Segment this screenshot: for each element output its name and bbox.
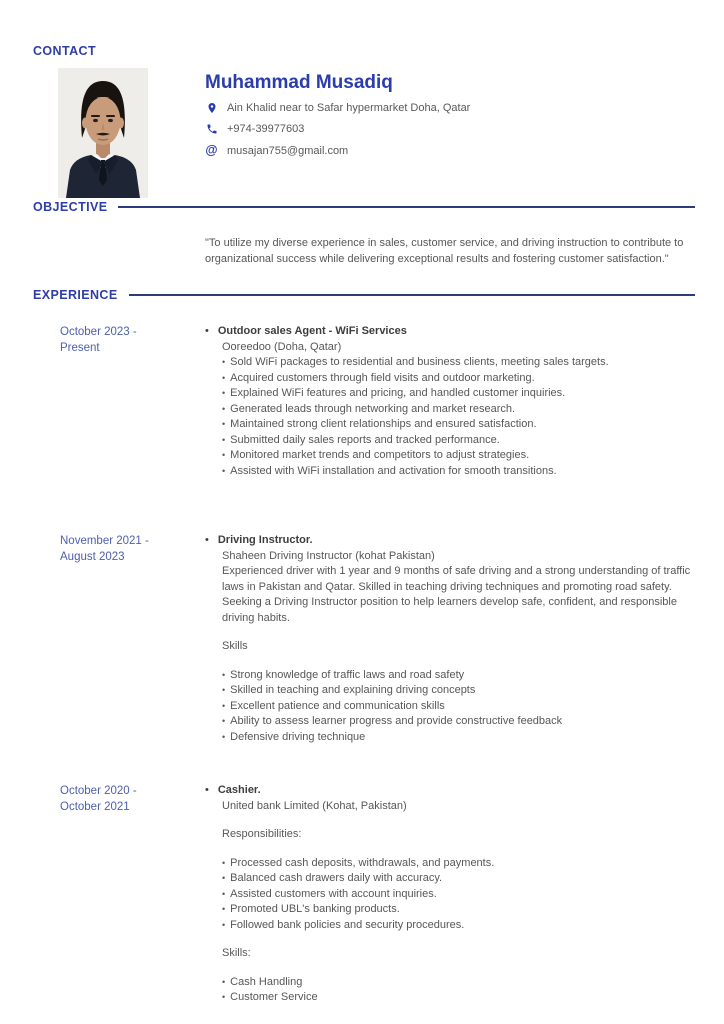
bullet-text: Cash Handling xyxy=(230,975,303,988)
entry-title: Driving Instructor. xyxy=(217,534,313,546)
bullet-dot-icon: • xyxy=(205,325,209,337)
entry-body xyxy=(222,549,695,746)
bullet-dot-icon: • xyxy=(222,419,226,429)
bullet-dot-icon: • xyxy=(222,888,226,899)
bullet-dot-icon: • xyxy=(222,450,226,460)
bullet-text: Submitted daily sales reports and tracked performance. xyxy=(230,433,500,446)
section-divider-line xyxy=(118,206,695,208)
entry-date-line: Present xyxy=(60,342,100,354)
bullet-item xyxy=(222,417,695,433)
bullet-text: Strong knowledge of traffic laws and road safety xyxy=(230,668,465,681)
bullet-dot-icon: • xyxy=(222,669,226,680)
entry-body xyxy=(222,799,695,1006)
entry-subtitle: Shaheen Driving Instructor (kohat Pakistan) xyxy=(222,549,435,562)
experience-section-title: EXPERIENCE xyxy=(33,288,118,302)
bullet-item xyxy=(222,371,695,387)
objective-section-title: OBJECTIVE xyxy=(33,200,108,214)
entry-title-row xyxy=(205,533,695,549)
bullet-dot-icon: • xyxy=(205,534,209,546)
phone-row xyxy=(205,123,470,136)
bullet-item xyxy=(222,730,695,746)
entry-dates xyxy=(60,324,205,479)
bullet-item xyxy=(222,887,695,903)
bullet-text: Explained WiFi features and pricing, and handled customer inquiries. xyxy=(230,387,566,399)
bullet-text: Sold WiFi packages to residential and business clients, meeting sales targets. xyxy=(230,356,609,368)
bullet-text: Customer Service xyxy=(230,991,318,1003)
bullet-item xyxy=(222,699,695,715)
bullet-list xyxy=(222,975,695,1006)
experience-entry xyxy=(33,783,695,1006)
bullet-item xyxy=(222,918,695,934)
bullet-dot-icon: • xyxy=(222,919,226,930)
bullet-dot-icon: • xyxy=(222,372,226,383)
objective-heading-row xyxy=(33,200,695,214)
bullet-dot-icon: • xyxy=(222,873,226,883)
bullet-text: Assisted customers with account inquiries. xyxy=(230,887,437,900)
bullet-text: Ability to assess learner progress and provide constructive feedback xyxy=(230,715,563,727)
bullet-item xyxy=(222,402,695,418)
email-row xyxy=(205,144,470,157)
entry-block-label: Skills: xyxy=(222,947,251,959)
entry-dates xyxy=(60,533,205,745)
contact-section-title: CONTACT xyxy=(33,44,96,58)
entry-date-line: October 2021 xyxy=(60,801,130,813)
bullet-dot-icon: • xyxy=(205,784,209,796)
entry-title: Cashier. xyxy=(217,784,261,796)
objective-section xyxy=(33,200,695,267)
entry-block-label: Skills xyxy=(222,640,248,652)
entry-subtitle: United bank Limited (Kohat, Pakistan) xyxy=(222,799,407,812)
entry-date-line: August 2023 xyxy=(60,551,125,563)
portrait-illustration xyxy=(58,68,148,198)
entry-body xyxy=(222,340,695,480)
bullet-text: Defensive driving technique xyxy=(230,730,366,743)
bullet-item xyxy=(222,871,695,887)
bullet-list xyxy=(222,856,695,934)
contact-info xyxy=(205,72,470,166)
bullet-text: Maintained strong client relationships and ensured satisfaction. xyxy=(230,418,537,430)
at-sign-icon: @ xyxy=(205,143,218,157)
address-text: Ain Khalid near to Safar hypermarket Doha, Qatar xyxy=(227,101,471,114)
experience-entries xyxy=(33,324,695,1006)
bullet-text: Assisted with WiFi installation and activation for smooth transitions. xyxy=(230,464,557,477)
bullet-item xyxy=(222,990,695,1006)
experience-section xyxy=(33,288,695,1006)
entry-dates xyxy=(60,783,205,1006)
bullet-dot-icon: • xyxy=(222,904,226,914)
bullet-list xyxy=(222,355,695,479)
entry-content xyxy=(205,533,695,745)
entry-content xyxy=(205,783,695,1006)
bullet-item xyxy=(222,714,695,730)
bullet-dot-icon: • xyxy=(222,976,226,987)
entry-title-row xyxy=(205,783,695,799)
experience-entry xyxy=(33,324,695,479)
bullet-text: Excellent patience and communication skills xyxy=(230,699,445,712)
bullet-dot-icon: • xyxy=(222,434,226,445)
bullet-item xyxy=(222,355,695,371)
bullet-dot-icon: • xyxy=(222,700,226,711)
bullet-dot-icon: • xyxy=(222,992,226,1002)
bullet-text: Promoted UBL's banking products. xyxy=(230,903,400,915)
objective-text: "To utilize my diverse experience in sales, customer service, and driving instruction to contribute to organizational success while delivering exceptional results and fostering customer satisfaction." xyxy=(205,237,684,265)
bullet-list xyxy=(222,668,695,746)
bullet-item xyxy=(222,433,695,449)
entry-block-label: Responsibilities: xyxy=(222,828,302,840)
bullet-text: Generated leads through networking and market research. xyxy=(230,402,516,415)
phone-icon xyxy=(205,123,218,136)
email-text: musajan755@gmail.com xyxy=(227,144,349,157)
entry-paragraph: Experienced driver with 1 year and 9 months of safe driving and a strong understanding of traffic laws in Pakistan and Qatar. Skilled in teaching driving techniques and promoting road safety. Seeking a Driving Instructor position to help learners develop safe, confident, and responsible driving habits. xyxy=(222,565,691,624)
experience-entry xyxy=(33,533,695,745)
bullet-dot-icon: • xyxy=(222,388,226,398)
location-pin-icon xyxy=(205,101,218,114)
entry-date-line: November 2021 - xyxy=(60,535,149,547)
entry-content xyxy=(205,324,695,479)
bullet-item xyxy=(222,856,695,872)
bullet-item xyxy=(222,975,695,991)
entry-date-line: October 2023 - xyxy=(60,326,137,338)
entry-title-row xyxy=(205,324,695,340)
bullet-dot-icon: • xyxy=(222,685,226,695)
experience-heading-row xyxy=(33,288,695,302)
bullet-item xyxy=(222,448,695,464)
bullet-text: Followed bank policies and security procedures. xyxy=(230,918,465,931)
bullet-text: Skilled in teaching and explaining driving concepts xyxy=(230,684,476,696)
bullet-dot-icon: • xyxy=(222,716,226,726)
bullet-text: Processed cash deposits, withdrawals, and payments. xyxy=(230,856,495,869)
bullet-item xyxy=(222,902,695,918)
section-divider-line xyxy=(129,294,695,296)
bullet-text: Balanced cash drawers daily with accuracy. xyxy=(230,872,443,884)
person-name: Muhammad Musadiq xyxy=(205,72,393,93)
bullet-item xyxy=(222,464,695,480)
profile-photo xyxy=(58,68,148,198)
bullet-item xyxy=(222,668,695,684)
entry-title: Outdoor sales Agent - WiFi Services xyxy=(217,325,407,337)
bullet-dot-icon: • xyxy=(222,403,226,414)
phone-text: +974-39977603 xyxy=(227,123,305,135)
bullet-text: Monitored market trends and competitors to adjust strategies. xyxy=(230,449,530,461)
bullet-item xyxy=(222,386,695,402)
entry-subtitle: Ooreedoo (Doha, Qatar) xyxy=(222,340,342,353)
bullet-item xyxy=(222,683,695,699)
bullet-dot-icon: • xyxy=(222,731,226,742)
entry-date-line: October 2020 - xyxy=(60,785,137,797)
bullet-text: Acquired customers through field visits and outdoor marketing. xyxy=(230,371,535,384)
bullet-dot-icon: • xyxy=(222,357,226,367)
bullet-dot-icon: • xyxy=(222,465,226,476)
bullet-dot-icon: • xyxy=(222,857,226,868)
address-row xyxy=(205,101,470,114)
